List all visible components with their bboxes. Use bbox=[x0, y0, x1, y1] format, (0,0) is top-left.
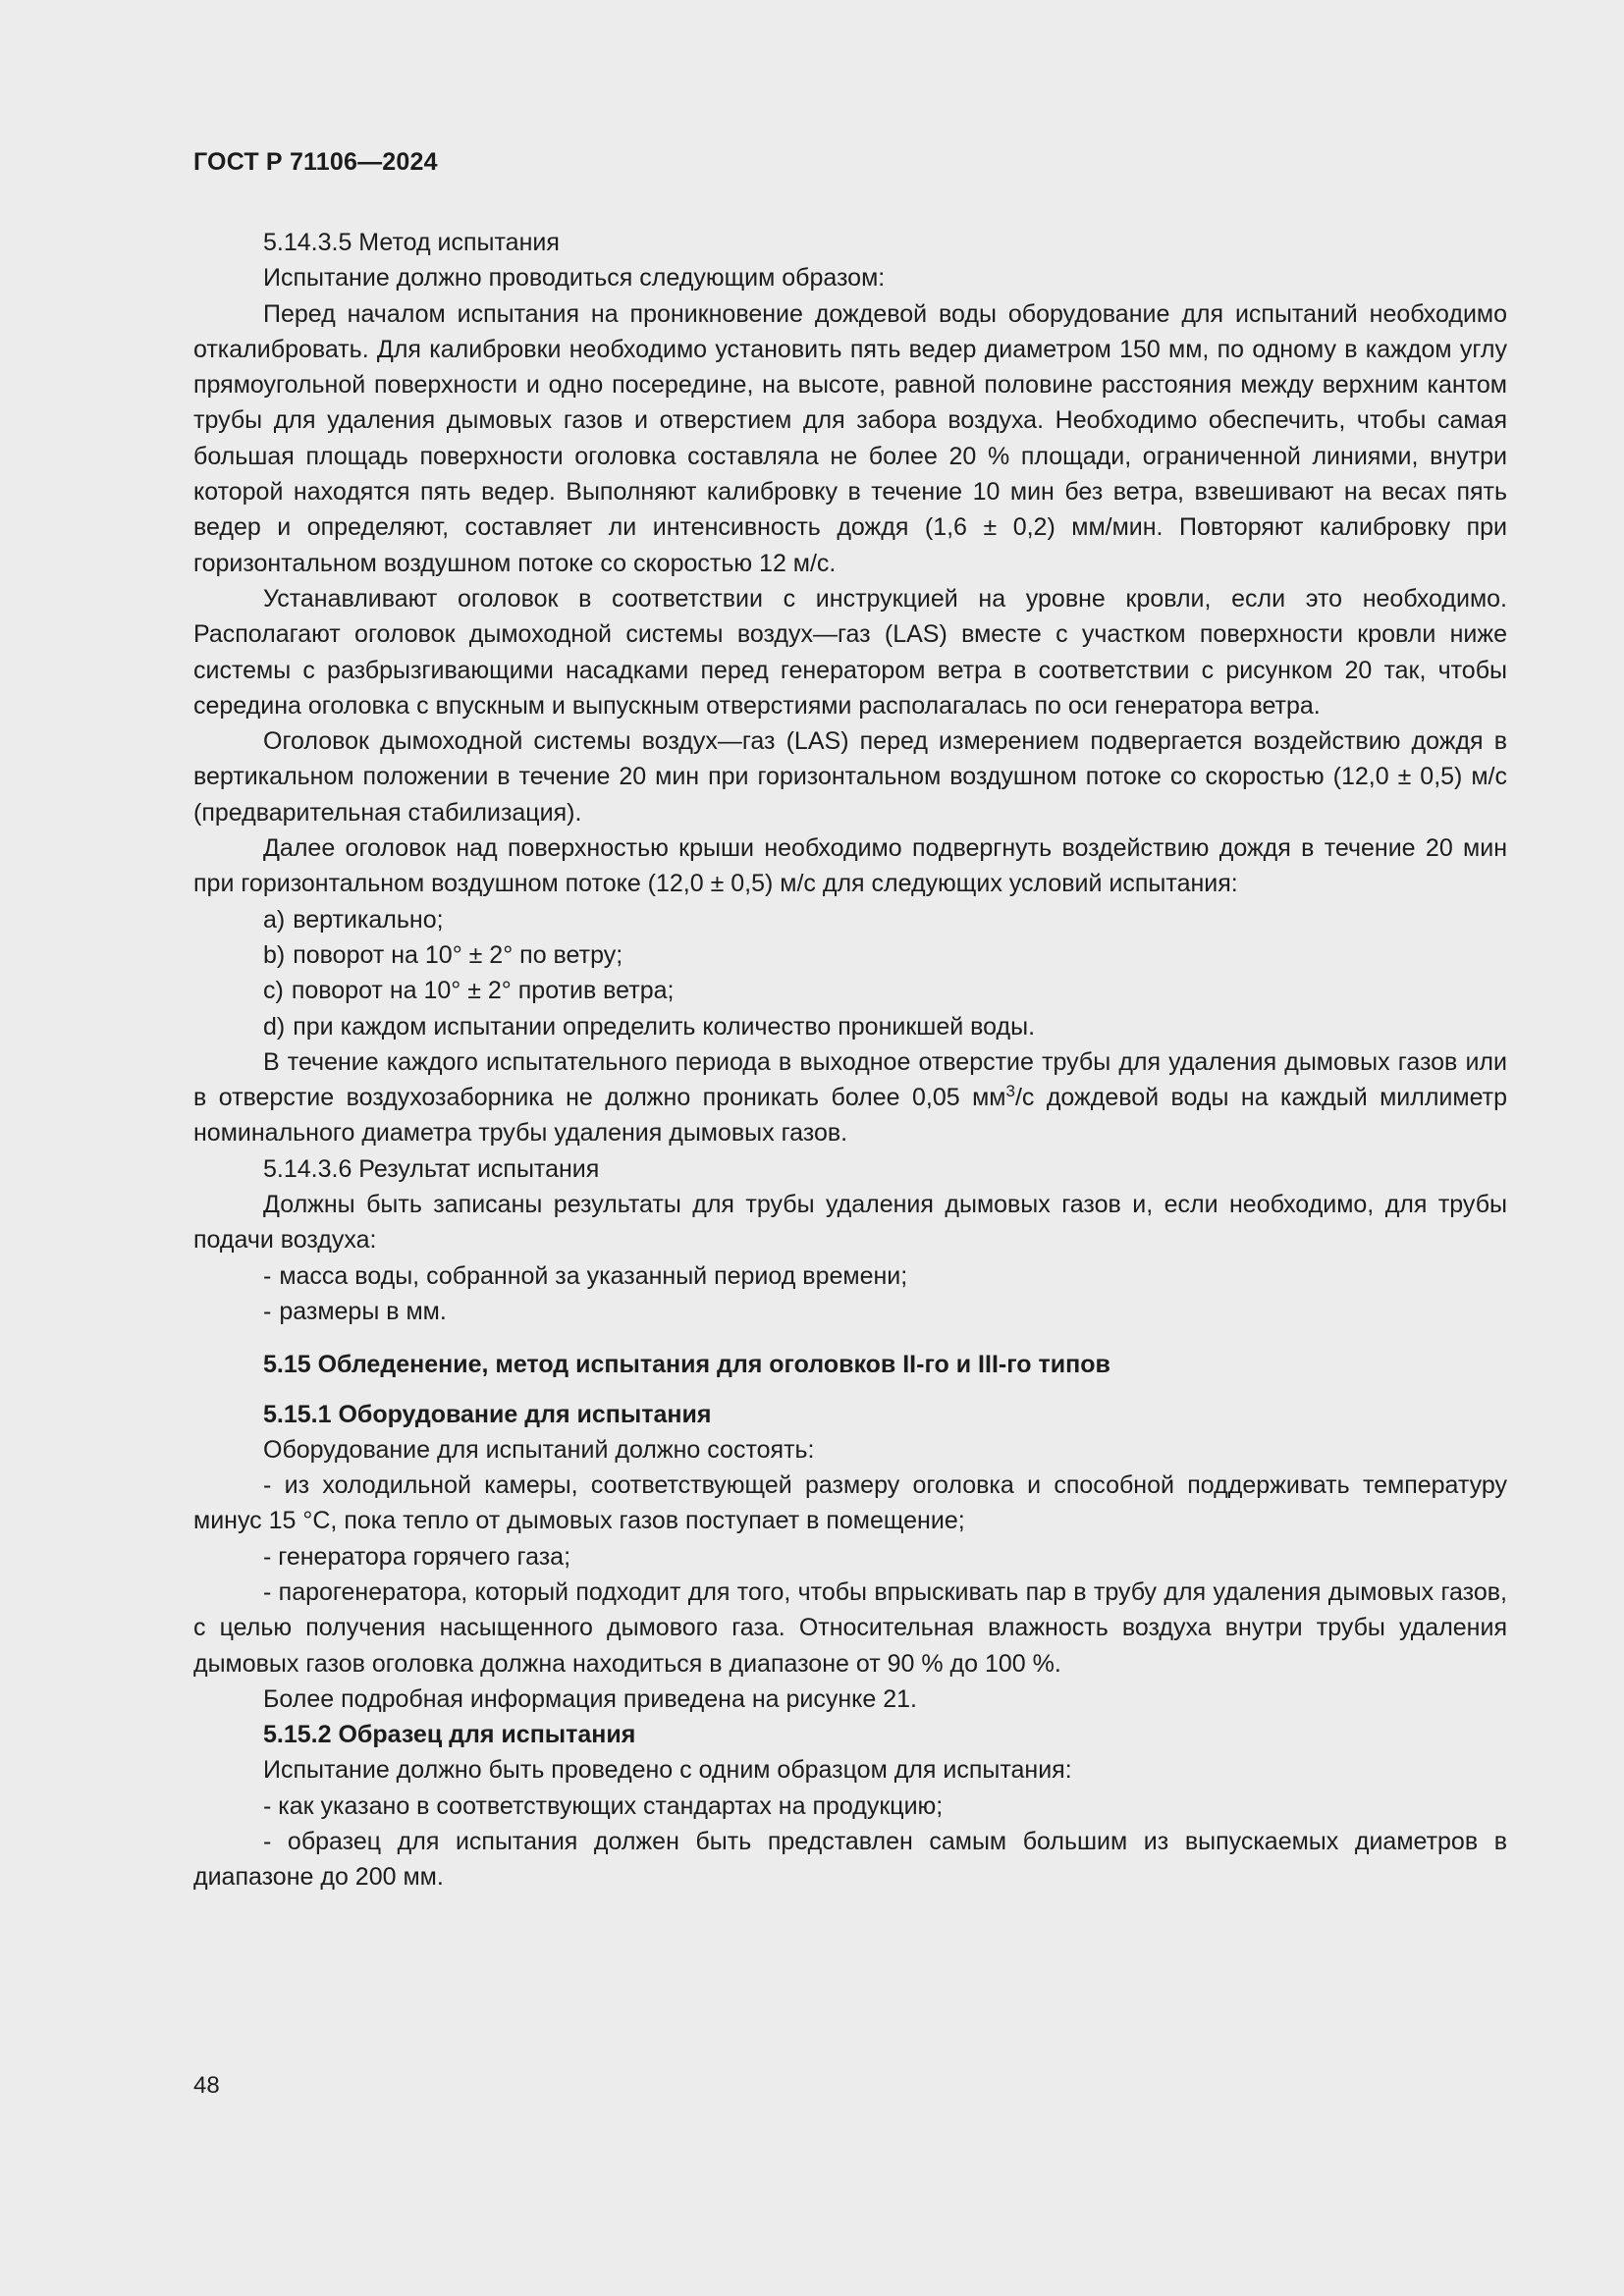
page-number: 48 bbox=[193, 2072, 220, 2099]
specimen-intro: Испытание должно быть проведено с одним образцом для испытания: bbox=[263, 1756, 1072, 1785]
installation-paragraph: Устанавливают оголовок в соответствии с инструкцией на уровне кровли, если это необходимо. Располагают оголовок дымоходной системы воздух—газ (LAS) вместе с участком поверхности кровли ниже системы с разбрызгивающими насадками перед генератором ветра в соответствии с рисунком 20 так, чтобы середина оголовка с впускным и выпускным отверстиями располагалась по оси генератора ветра. bbox=[193, 584, 1507, 720]
specimen-item-diameter: - образец для испытания должен быть представлен самым большим из выпускаемых диаметров в диапазоне до 200 мм. bbox=[193, 1828, 1507, 1892]
section-5-14-3-6-title: 5.14.3.6 Результат испытания bbox=[263, 1154, 600, 1183]
section-5-15-heading: 5.15 Обледенение, метод испытания для оголовков II-го и III-го типов bbox=[263, 1351, 1110, 1379]
list-text: при каждом испытании определить количество проникшей воды. bbox=[293, 1012, 1036, 1041]
list-marker: d) bbox=[263, 1012, 286, 1041]
list-text: вертикально; bbox=[293, 905, 444, 934]
results-item-mass bbox=[193, 1258, 1507, 1294]
list-text: поворот на 10° ± 2° по ветру; bbox=[293, 940, 623, 969]
section-5-15-1-heading: 5.15.1 Оборудование для испытания bbox=[263, 1400, 712, 1428]
list-item-b bbox=[193, 937, 1507, 973]
list-marker: c) bbox=[263, 977, 284, 1005]
cubic-superscript: 3 bbox=[1005, 1082, 1015, 1101]
list-text: масса воды, собранной за указанный период времени; bbox=[279, 1261, 908, 1290]
results-paragraph: Должны быть записаны результаты для трубы удаления дымовых газов и, если необходимо, для трубы подачи воздуха: bbox=[193, 1191, 1507, 1255]
preconditioning-paragraph: Оголовок дымоходной системы воздух—газ (LAS) перед измерением подвергается воздействию дождя в вертикальном положении в течение 20 мин при горизонтальном воздушном потоке со скоростью (12,0 ± 0,5) м/с (предварительная стабилизация). bbox=[193, 727, 1507, 827]
section-5-14-3-5-intro: Испытание должно проводиться следующим образом: bbox=[263, 264, 886, 293]
equipment-item-steam: - парогенератора, который подходит для того, чтобы впрыскивать пар в трубу для удаления дымовых газов, с целью получения насыщенного дымового газа. Относительная влажность воздуха внутри трубы удаления дымовых газов оголовка должна находиться в диапазоне от 90 % до 100 %. bbox=[193, 1577, 1507, 1678]
penetration-text-end: /с дождевой воды на каждый миллиметр номинального диаметра трубы удаления дымовых газов. bbox=[193, 1084, 1508, 1148]
list-text: размеры в мм. bbox=[279, 1297, 447, 1325]
list-marker: a) bbox=[263, 905, 286, 934]
list-text: поворот на 10° ± 2° против ветра; bbox=[291, 977, 675, 1005]
list-marker: - bbox=[263, 1261, 272, 1290]
specimen-item-standards: - как указано в соответствующих стандартах на продукцию; bbox=[263, 1791, 944, 1820]
equipment-item-generator: - генератора горячего газа; bbox=[263, 1542, 571, 1571]
section-5-14-3-5-title: 5.14.3.5 Метод испытания bbox=[263, 229, 560, 256]
calibration-paragraph: Перед началом испытания на проникновение дождевой воды оборудование для испытаний необходимо откалибровать. Для калибровки необходимо установить пять ведер диаметром 150 мм, по одному в каждом углу прямоугольной поверхности и одно посередине, на высоте, равной половине расстояния между верхним кантом трубы для удаления дымовых газов и отверстием для забора воздуха. Необходимо обеспечить, чтобы самая большая площадь поверхности оголовка составляла не более 20 % площади, ограниченной линиями, внутри которой находятся пять ведер. Выполняют калибровку в течение 10 мин без ветра, взвешивают на весах пять ведер и определяют, составляет ли интенсивность дождя (1,6 ± 0,2) мм/мин. Повторяют калибровку при горизонтальном воздушном потоке со скоростью 12 м/с. bbox=[193, 299, 1507, 577]
results-item-dimensions bbox=[193, 1294, 1507, 1329]
penetration-text-start: В течение каждого испытательного периода в выходное отверстие трубы для удаления дымовых газов или в отверстие воздухозаборника не должно проникать более 0,05 мм bbox=[193, 1047, 1507, 1112]
list-item-c bbox=[193, 973, 1507, 1008]
list-item-d bbox=[193, 1009, 1507, 1044]
section-5-15-2-heading: 5.15.2 Образец для испытания bbox=[263, 1721, 636, 1749]
equipment-note: Более подробная информация приведена на рисунке 21. bbox=[263, 1684, 917, 1713]
equipment-item-chamber: - из холодильной камеры, соответствующей размеру оголовка и способной поддерживать температуру минус 15 °С, пока тепло от дымовых газов поступает в помещение; bbox=[193, 1471, 1507, 1535]
list-item-a bbox=[193, 902, 1507, 937]
page-body bbox=[193, 225, 1507, 1896]
list-marker: b) bbox=[263, 940, 286, 969]
document-header: ГОСТ Р 71106—2024 bbox=[193, 148, 438, 176]
penetration-limit-paragraph bbox=[193, 1044, 1507, 1151]
equipment-intro: Оборудование для испытаний должно состоять: bbox=[263, 1435, 815, 1464]
list-marker: - bbox=[263, 1297, 272, 1325]
test-conditions-paragraph: Далее оголовок над поверхностью крыши необходимо подвергнуть воздействию дождя в течение 20 мин при горизонтальном воздушном потоке (12,0 ± 0,5) м/с для следующих условий испытания: bbox=[193, 834, 1507, 898]
